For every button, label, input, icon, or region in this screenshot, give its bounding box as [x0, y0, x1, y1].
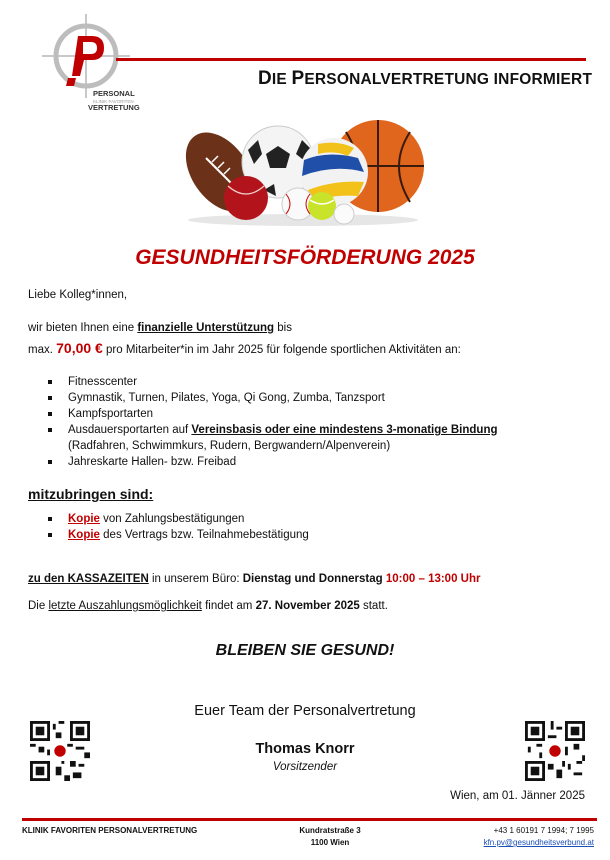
list-item: Gymnastik, Turnen, Pilates, Yoga, Qi Gong, Zumba, Tanzsport [68, 390, 588, 406]
list-item: Fitnesscenter [68, 374, 588, 390]
logo-text-2: KLINIK FAVORITEN [93, 99, 134, 104]
signer-name: Thomas Knorr [255, 741, 355, 757]
footer-street: Kundratstraße 3 [299, 826, 361, 835]
footer-contact [484, 825, 594, 849]
footer-org: KLINIK FAVORITEN PERSONALVERTRETUNG [22, 826, 198, 835]
cricket-ball-icon [224, 176, 268, 220]
list-item: Ausdauersportarten auf Vereinsbasis oder eine mindestens 3-monatige Bindung (Radfahren, Schwimmkurs, Rudern, Bergwandern/Alpenverein) [68, 422, 588, 454]
personalvertretung-logo [38, 12, 140, 116]
sports-balls-image [178, 110, 428, 228]
bring-list [68, 511, 588, 543]
list-item: Kopie von Zahlungsbestätigungen [68, 511, 588, 527]
golf-ball-icon [334, 204, 354, 224]
list-item: Jahreskarte Hallen- bzw. Freibad [68, 454, 588, 470]
deadline: Die letzte Auszahlungsmöglichkeit findet am 27. November 2025 statt. [28, 600, 388, 612]
amount: 70,00 € [56, 340, 103, 356]
logo-text-1: PERSONAL [93, 89, 135, 98]
signer-role: Vorsitzender [272, 761, 338, 773]
activities-list [68, 374, 588, 470]
intro-line-2: max. 70,00 € pro Mitarbeiter*in im Jahr 2025 für folgende sportlichen Aktivitäten an: [28, 340, 461, 356]
office-hours: zu den KASSAZEITEN in unserem Büro: Dienstag und Donnerstag 10:00 – 13:00 Uhr [28, 573, 481, 585]
header-rule [116, 58, 586, 61]
logo-text-3: VERTRETUNG [88, 103, 140, 112]
place-date: Wien, am 01. Jänner 2025 [450, 790, 585, 802]
tennis-ball-icon [308, 192, 336, 220]
list-item: Kampfsportarten [68, 406, 588, 422]
footer-email-link[interactable]: kfn.pv@gesundheitsverbund.at [483, 838, 594, 847]
team-signature: Euer Team der Personalvertretung [194, 703, 416, 719]
bring-heading: mitzubringen sind: [28, 486, 154, 502]
header-title: DIE PERSONALVERTRETUNG INFORMIERT [258, 68, 593, 89]
greeting: Liebe Kolleg*innen, [28, 289, 128, 301]
main-title: GESUNDHEITSFÖRDERUNG 2025 [135, 246, 475, 269]
footer-phone: +43 1 60191 7 1994; 7 1995 [493, 826, 594, 835]
footer-address [260, 825, 400, 849]
closing-slogan: BLEIBEN SIE GESUND! [215, 642, 395, 659]
footer-rule [22, 818, 597, 821]
footer-city: 1100 Wien [310, 838, 350, 847]
list-item: Kopie des Vertrags bzw. Teilnahmebestätigung [68, 527, 588, 543]
intro-line-1: wir bieten Ihnen eine finanzielle Unterstützung bis [28, 322, 292, 334]
